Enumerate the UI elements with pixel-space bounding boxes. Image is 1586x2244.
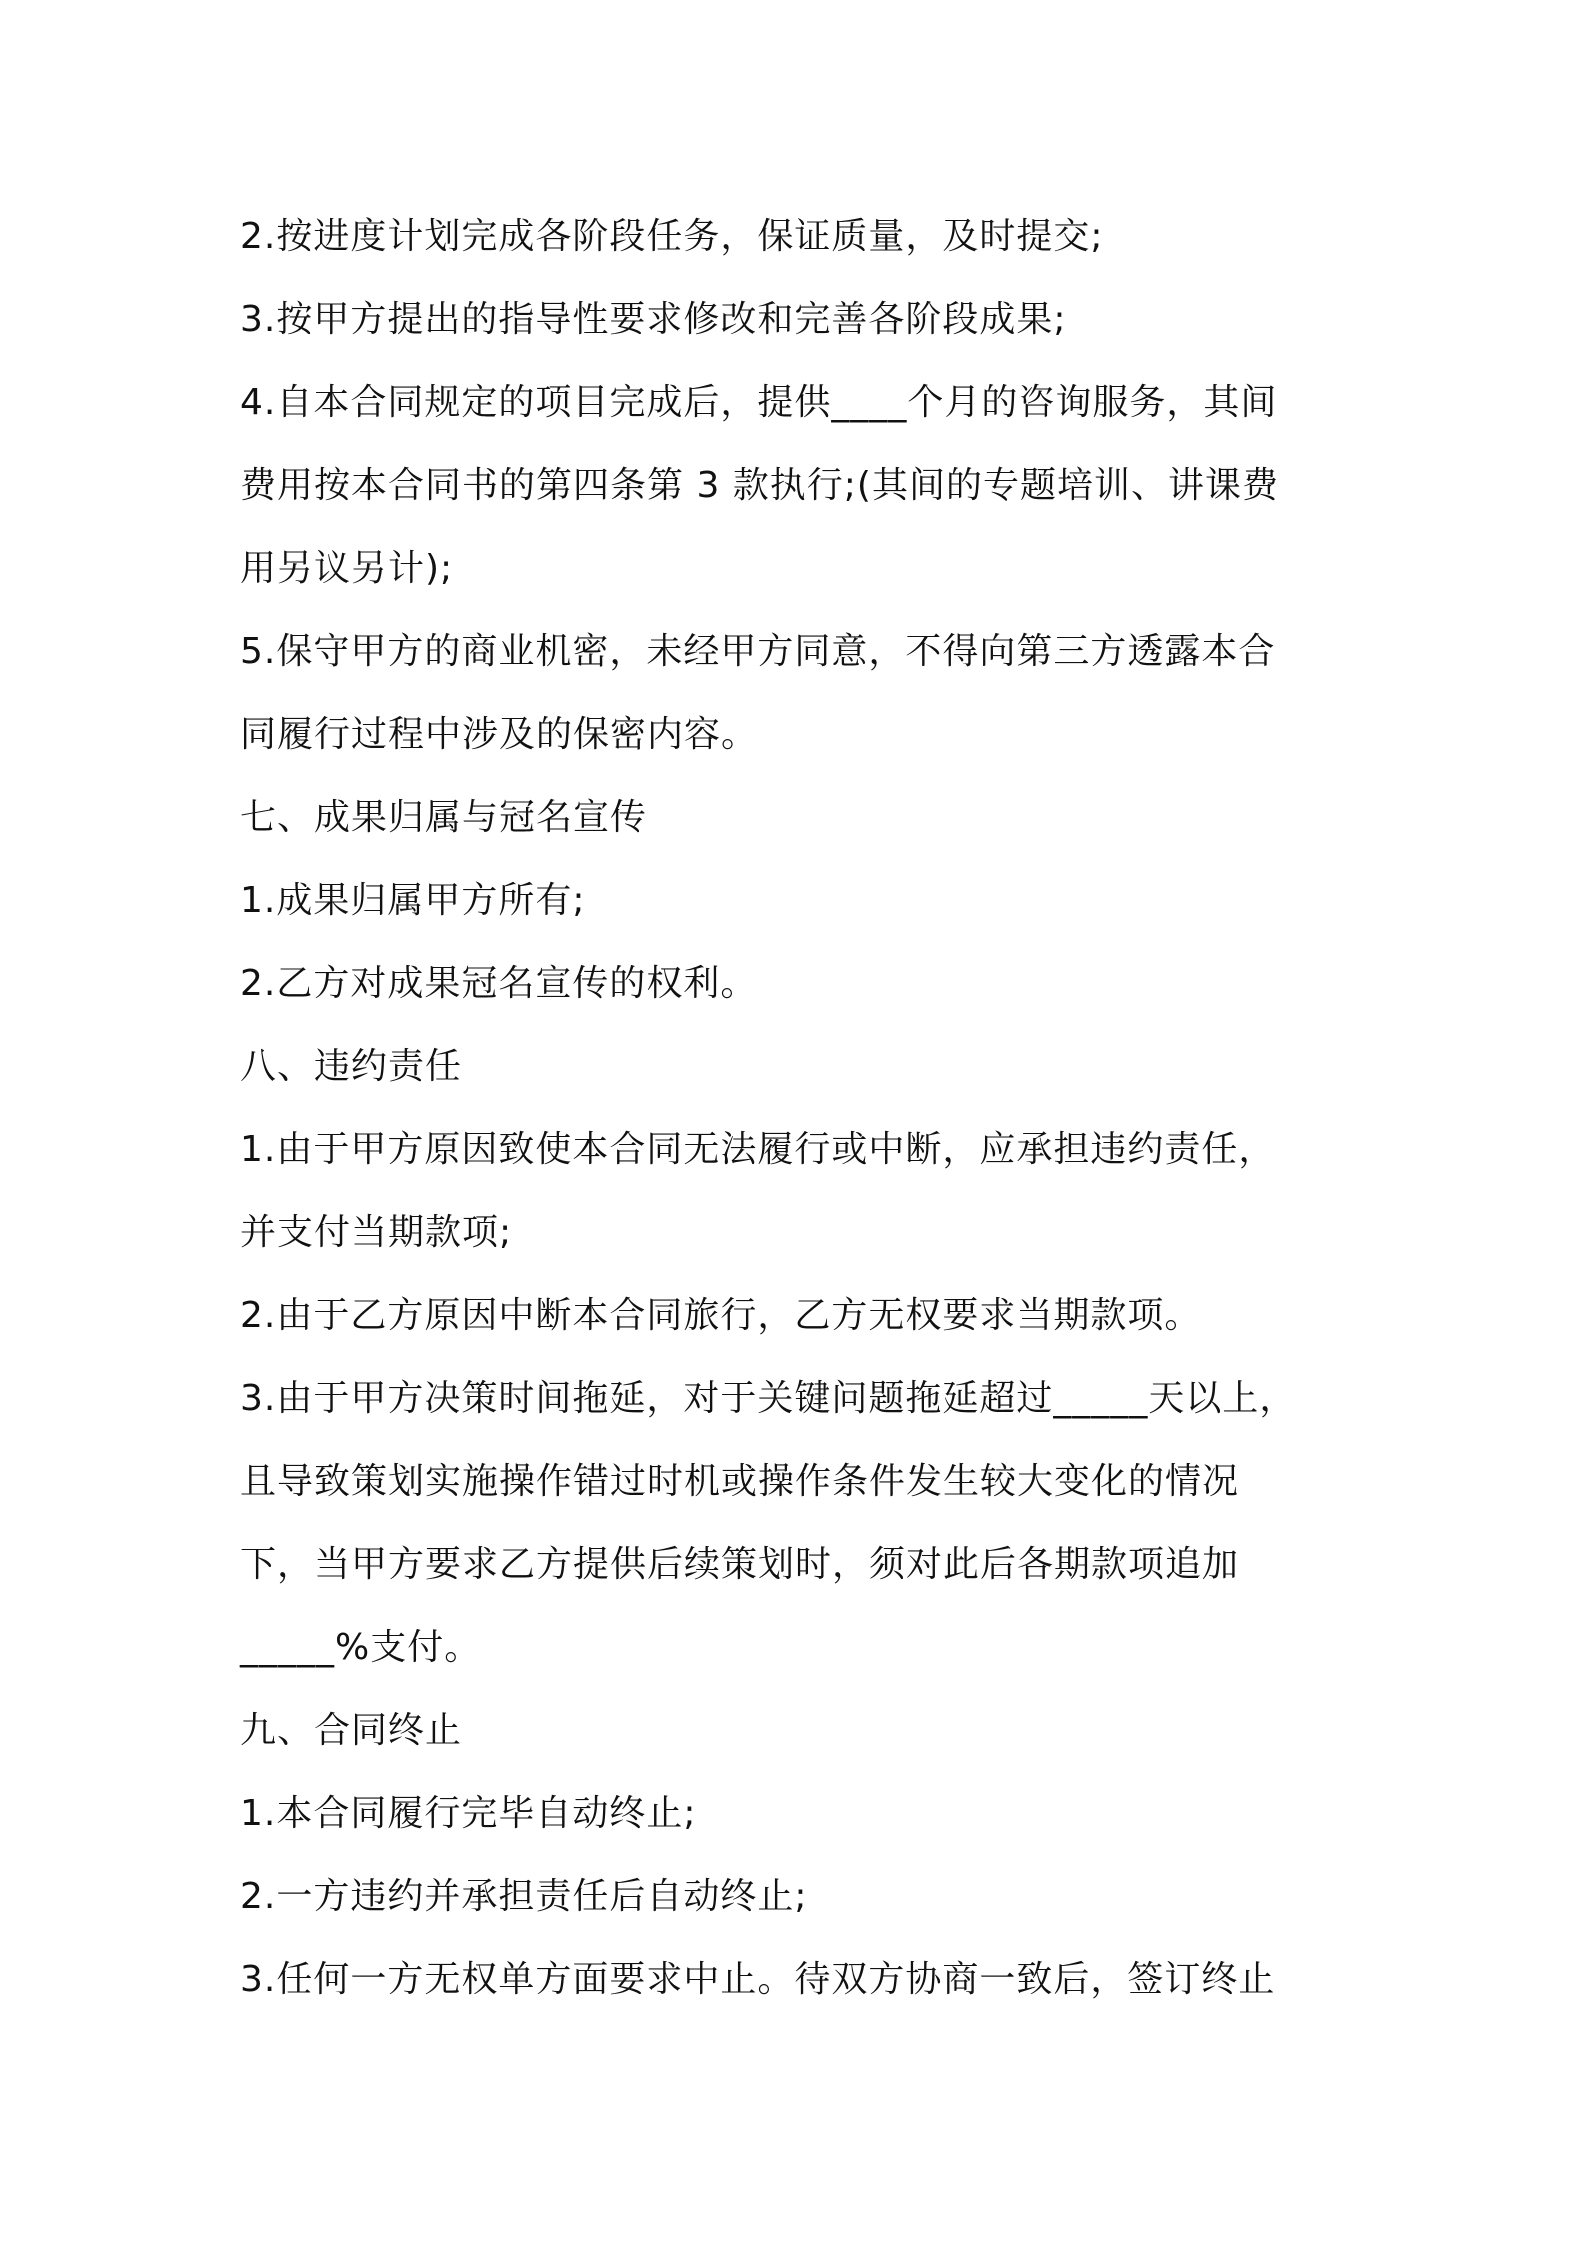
text-line: _____%支付。 [240,1627,482,1668]
text-line: 用另议另计); [240,548,454,589]
section-heading: 八、违约责任 [240,1046,463,1087]
text-line: 2.一方违约并承担责任后自动终止; [240,1876,808,1917]
section-heading: 九、合同终止 [240,1710,463,1751]
contract-text [240,195,1370,2021]
text-line: 1.成果归属甲方所有; [240,880,586,921]
text-line: 2.由于乙方原因中断本合同旅行，乙方无权要求当期款项。 [240,1295,1202,1336]
text-line: 2.乙方对成果冠名宣传的权利。 [240,963,758,1004]
text-line: 下，当甲方要求乙方提供后续策划时，须对此后各期款项追加 [240,1544,1240,1585]
text-line: 3.任何一方无权单方面要求中止。待双方协商一致后，签订终止 [240,1959,1276,2000]
text-line: 3.按甲方提出的指导性要求修改和完善各阶段成果; [240,299,1067,340]
text-line: 4.自本合同规定的项目完成后，提供____个月的咨询服务，其间 [240,382,1278,423]
text-line: 5.保守甲方的商业机密，未经甲方同意，不得向第三方透露本合 [240,631,1276,672]
text-line: 2.按进度计划完成各阶段任务，保证质量，及时提交; [240,216,1104,257]
text-line: 费用按本合同书的第四条第 3 款执行;(其间的专题培训、讲课费 [240,465,1279,506]
text-line: 3.由于甲方决策时间拖延，对于关键问题拖延超过_____天以上， [240,1378,1297,1419]
text-line: 并支付当期款项; [240,1212,513,1253]
text-line: 1.由于甲方原因致使本合同无法履行或中断，应承担违约责任， [240,1129,1276,1170]
text-line: 1.本合同履行完毕自动终止; [240,1793,697,1834]
text-line: 且导致策划实施操作错过时机或操作条件发生较大变化的情况 [240,1461,1240,1502]
text-line: 同履行过程中涉及的保密内容。 [240,714,759,755]
section-heading: 七、成果归属与冠名宣传 [240,797,648,838]
